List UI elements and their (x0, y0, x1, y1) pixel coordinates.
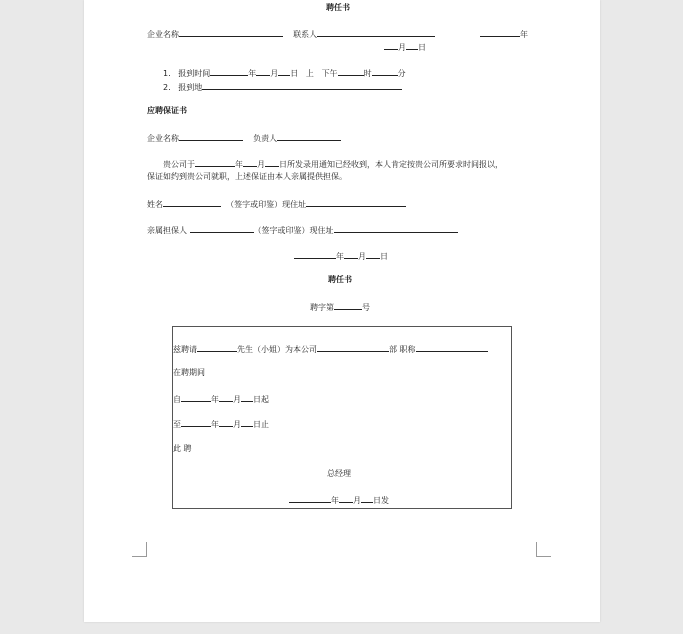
header-year: 年 (480, 28, 528, 40)
guarantee-title: 应聘保证书 (147, 106, 187, 115)
contact-label: 联系人 (293, 30, 318, 39)
guarantee-paragraph-line1: 贵公司于 年 月 日所发录用通知已经收到，本人肯定按贵公司所要求时间报以， (163, 160, 503, 169)
guarantee-date: 年 月 日 (294, 250, 388, 262)
issue-date: 年 月 日发 (289, 494, 389, 506)
period-to: 至 年 月 日止 (173, 420, 269, 429)
appointment-number: 聘字第 号 (310, 303, 370, 312)
name-line: 姓名 （签字或印鉴）现住址 (147, 198, 406, 210)
period-label: 在聘期间 (173, 368, 205, 377)
appointment-box (172, 326, 512, 509)
company-line (147, 28, 435, 40)
header-date: 月 日 (384, 41, 426, 53)
appointment-title: 聘任书 (328, 275, 352, 284)
company-label: 企业名称 (147, 30, 179, 39)
guarantee-company-line: 企业名称 负责人 (147, 132, 341, 144)
document-title: 聘任书 (326, 3, 350, 12)
signer-title: 总经理 (327, 469, 351, 478)
margin-corner-mark (132, 542, 147, 557)
closing-text: 此 聘 (173, 444, 192, 453)
appointment-line1: 兹聘请 先生（小姐）为本公司 部 职称 (173, 343, 488, 355)
guarantee-paragraph-line2: 保证如约到贵公司就职，上述保证由本人亲属提供担保。 (147, 172, 347, 181)
company-blank (179, 28, 283, 37)
period-from: 自 年 月 日起 (173, 395, 269, 404)
contact-blank (317, 28, 435, 37)
list-item: 1. 报到时间 年 月 日 上 下午 时 分 (163, 69, 406, 78)
margin-corner-mark (536, 542, 551, 557)
relative-line: 亲属担保人 （签字或印鉴）现住址 (147, 224, 458, 236)
list-item: 2. 报到地 (163, 81, 402, 93)
document-page (84, 0, 600, 622)
